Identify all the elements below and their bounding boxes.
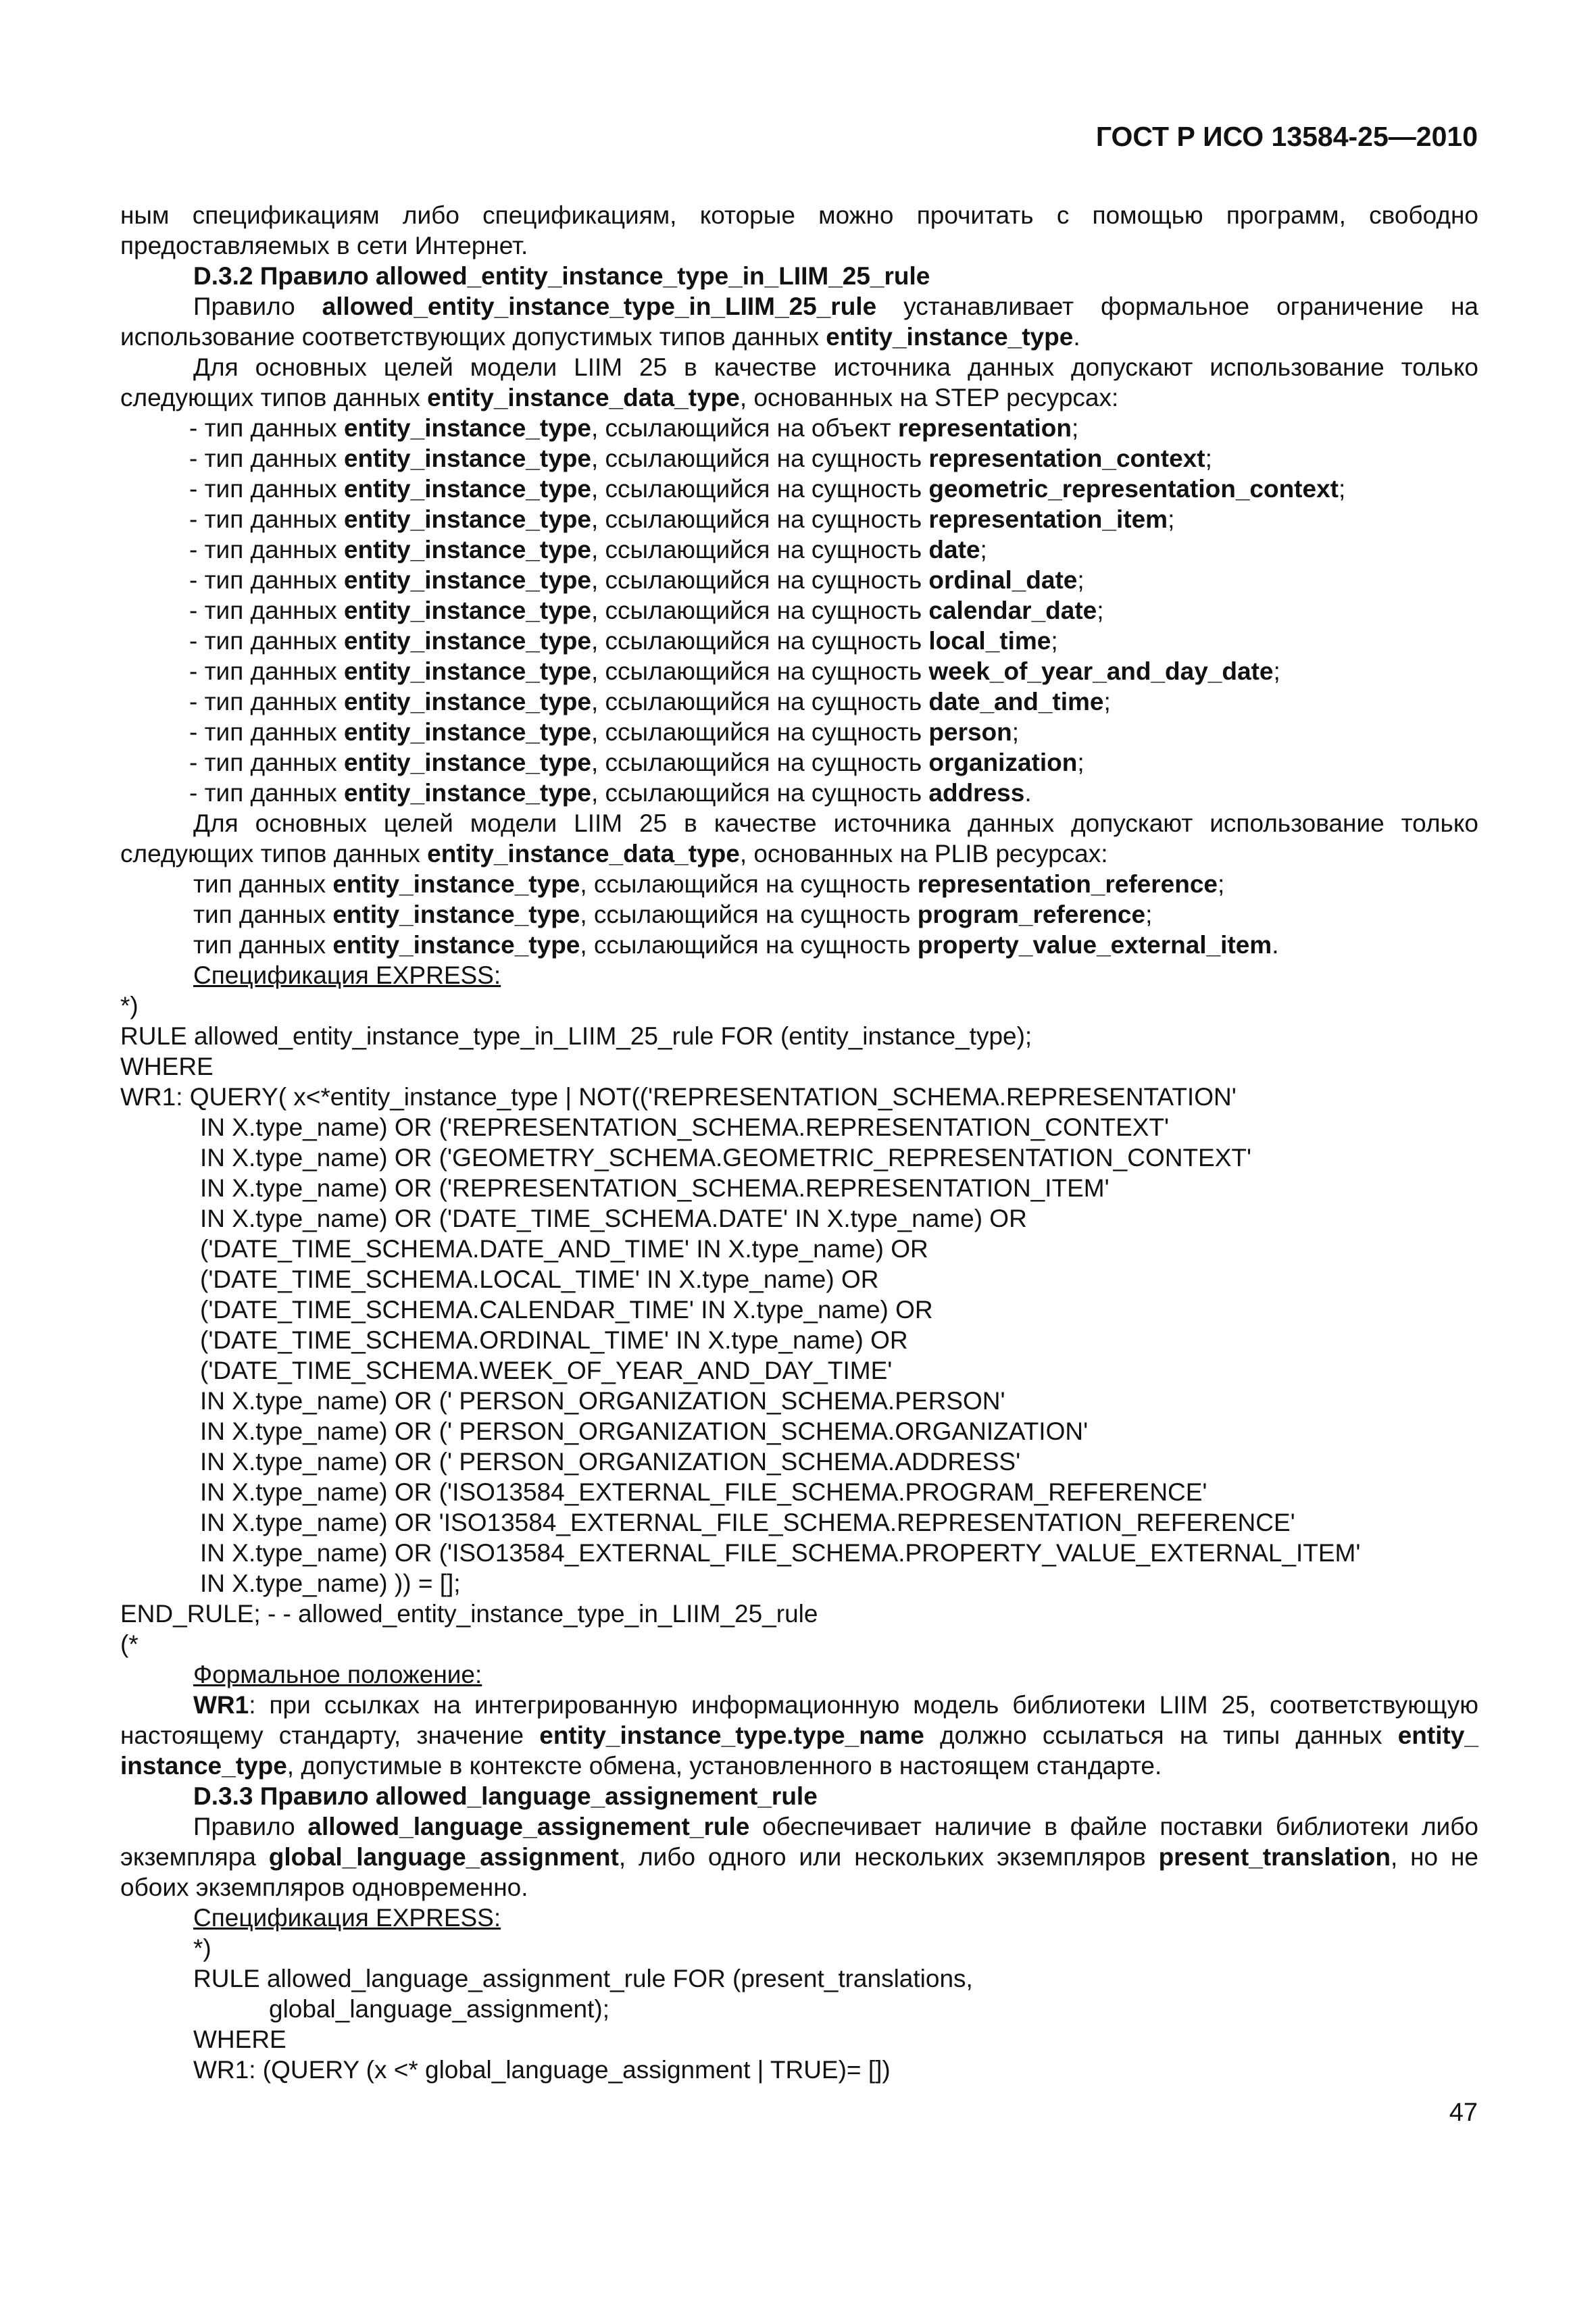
code-line: IN X.type_name) OR (' PERSON_ORGANIZATION_SCHEMA.PERSON'	[200, 1387, 1005, 1415]
list-item: - тип данных entity_instance_type, ссылающийся на сущность ordinal_date;	[189, 566, 1084, 594]
plib-type-list	[120, 869, 1478, 960]
code-line: global_language_assignment);	[269, 1995, 609, 2023]
code-line: *)	[193, 1934, 211, 1962]
step-resources-paragraph: Для основных целей модели LIIM 25 в качестве источника данных допускают использование только следующих типов данных entity_instance_data_type, основанных на STEP ресурсах:	[120, 353, 1478, 411]
code-line: WHERE	[120, 1053, 214, 1080]
list-item: тип данных entity_instance_type, ссылающийся на сущность program_reference;	[193, 901, 1153, 928]
d33-intro-paragraph: Правило allowed_language_assignement_rule обеспечивает наличие в файле поставки библиотеки либо экземпляра global_language_assignment, либо одного или нескольких экземпляров present_translation, но не обоих экземпляров одновременно.	[120, 1813, 1478, 1901]
step-type-list	[120, 413, 1478, 808]
list-item: - тип данных entity_instance_type, ссылающийся на сущность date_and_time;	[189, 688, 1111, 715]
list-item: - тип данных entity_instance_type, ссылающийся на сущность address.	[189, 779, 1032, 807]
list-item: тип данных entity_instance_type, ссылающийся на сущность property_value_external_item.	[193, 931, 1279, 959]
formal-statement-paragraph: WR1: при ссылках на интегрированную информационную модель библиотеки LIIM 25, соответствующую настоящему стандарту, значение entity_instance_type.type_name должно ссылаться на типы данных entity_ instance_type, допустимые в контексте обмена, установленного в настоящем стандарте.	[120, 1691, 1478, 1780]
d32-intro-paragraph: Правило allowed_entity_instance_type_in_LIIM_25_rule устанавливает формальное ограничение на использование соответствующих допустимых типов данных entity_instance_type.	[120, 293, 1479, 351]
code-line: IN X.type_name) OR ('REPRESENTATION_SCHEMA.REPRESENTATION_ITEM'	[200, 1174, 1109, 1202]
list-item: - тип данных entity_instance_type, ссылающийся на сущность date;	[189, 536, 987, 563]
code-line: IN X.type_name) OR ('ISO13584_EXTERNAL_FILE_SCHEMA.PROGRAM_REFERENCE'	[200, 1478, 1207, 1506]
section-heading-d32: D.3.2 Правило allowed_entity_instance_type_in_LIIM_25_rule	[193, 262, 930, 290]
code-line: RULE allowed_language_assignment_rule FOR (present_translations,	[193, 1965, 973, 1992]
code-line: ('DATE_TIME_SCHEMA.ORDINAL_TIME' IN X.type_name) OR	[200, 1326, 908, 1354]
code-line: IN X.type_name) OR ('DATE_TIME_SCHEMA.DATE' IN X.type_name) OR	[200, 1205, 1027, 1232]
list-item: - тип данных entity_instance_type, ссылающийся на объект representation;	[189, 414, 1079, 442]
code-line: IN X.type_name) OR (' PERSON_ORGANIZATION_SCHEMA.ORGANIZATION'	[200, 1417, 1089, 1445]
code-line: ('DATE_TIME_SCHEMA.WEEK_OF_YEAR_AND_DAY_TIME'	[200, 1357, 893, 1384]
code-line: (*	[120, 1630, 139, 1658]
list-item: - тип данных entity_instance_type, ссылающийся на сущность local_time;	[189, 627, 1058, 655]
express-code-block-d32	[120, 990, 1478, 1659]
list-item: - тип данных entity_instance_type, ссылающийся на сущность calendar_date;	[189, 597, 1104, 624]
continuation-paragraph: ным спецификациям либо спецификациям, которые можно прочитать с помощью программ, свободно предоставляемых в сети Интернет.	[120, 201, 1478, 259]
list-item: - тип данных entity_instance_type, ссылающийся на сущность geometric_representation_context;	[189, 475, 1346, 503]
page-body	[120, 200, 1478, 2085]
list-item: - тип данных entity_instance_type, ссылающийся на сущность representation_context;	[189, 445, 1212, 472]
standard-header: ГОСТ Р ИСО 13584-25—2010	[1095, 121, 1478, 152]
page-number: 47	[1449, 2098, 1478, 2127]
plib-resources-paragraph: Для основных целей модели LIIM 25 в качестве источника данных допускают использование только следующих типов данных entity_instance_data_type, основанных на PLIB ресурсах:	[120, 809, 1478, 867]
list-item: - тип данных entity_instance_type, ссылающийся на сущность person;	[189, 718, 1020, 746]
code-line: WR1: QUERY( x<*entity_instance_type | NOT(('REPRESENTATION_SCHEMA.REPRESENTATION'	[120, 1083, 1237, 1111]
express-spec-label: Спецификация EXPRESS:	[193, 1904, 501, 1932]
code-line: WHERE	[193, 2026, 286, 2053]
code-line: IN X.type_name) )) = [];	[200, 1569, 461, 1597]
code-line: RULE allowed_entity_instance_type_in_LIIM_25_rule FOR (entity_instance_type);	[120, 1022, 1032, 1050]
section-heading-d33: D.3.3 Правило allowed_language_assignement_rule	[193, 1782, 818, 1810]
code-line: WR1: (QUERY (x <* global_language_assignment | TRUE)= [])	[193, 2056, 891, 2084]
code-line: IN X.type_name) OR ('REPRESENTATION_SCHEMA.REPRESENTATION_CONTEXT'	[200, 1113, 1170, 1141]
code-line: END_RULE; - - allowed_entity_instance_type_in_LIIM_25_rule	[120, 1600, 818, 1628]
code-line: IN X.type_name) OR (' PERSON_ORGANIZATION_SCHEMA.ADDRESS'	[200, 1448, 1021, 1476]
express-spec-label: Спецификация EXPRESS:	[193, 961, 501, 989]
list-item: тип данных entity_instance_type, ссылающийся на сущность representation_reference;	[193, 870, 1225, 898]
code-line: ('DATE_TIME_SCHEMA.CALENDAR_TIME' IN X.type_name) OR	[200, 1296, 933, 1324]
list-item: - тип данных entity_instance_type, ссылающийся на сущность representation_item;	[189, 505, 1175, 533]
code-line: ('DATE_TIME_SCHEMA.LOCAL_TIME' IN X.type_name) OR	[200, 1265, 879, 1293]
list-item: - тип данных entity_instance_type, ссылающийся на сущность organization;	[189, 749, 1084, 776]
list-item: - тип данных entity_instance_type, ссылающийся на сущность week_of_year_and_day_date;	[189, 657, 1280, 685]
code-line: IN X.type_name) OR ('GEOMETRY_SCHEMA.GEOMETRIC_REPRESENTATION_CONTEXT'	[200, 1144, 1252, 1172]
code-line: ('DATE_TIME_SCHEMA.DATE_AND_TIME' IN X.type_name) OR	[200, 1235, 928, 1263]
express-code-block-d33	[120, 1933, 1478, 2085]
formal-statement-label: Формальное положение:	[193, 1661, 482, 1688]
code-line: IN X.type_name) OR ('ISO13584_EXTERNAL_FILE_SCHEMA.PROPERTY_VALUE_EXTERNAL_ITEM'	[200, 1539, 1361, 1567]
code-line: IN X.type_name) OR 'ISO13584_EXTERNAL_FILE_SCHEMA.REPRESENTATION_REFERENCE'	[200, 1509, 1295, 1536]
code-line: *)	[120, 992, 139, 1020]
